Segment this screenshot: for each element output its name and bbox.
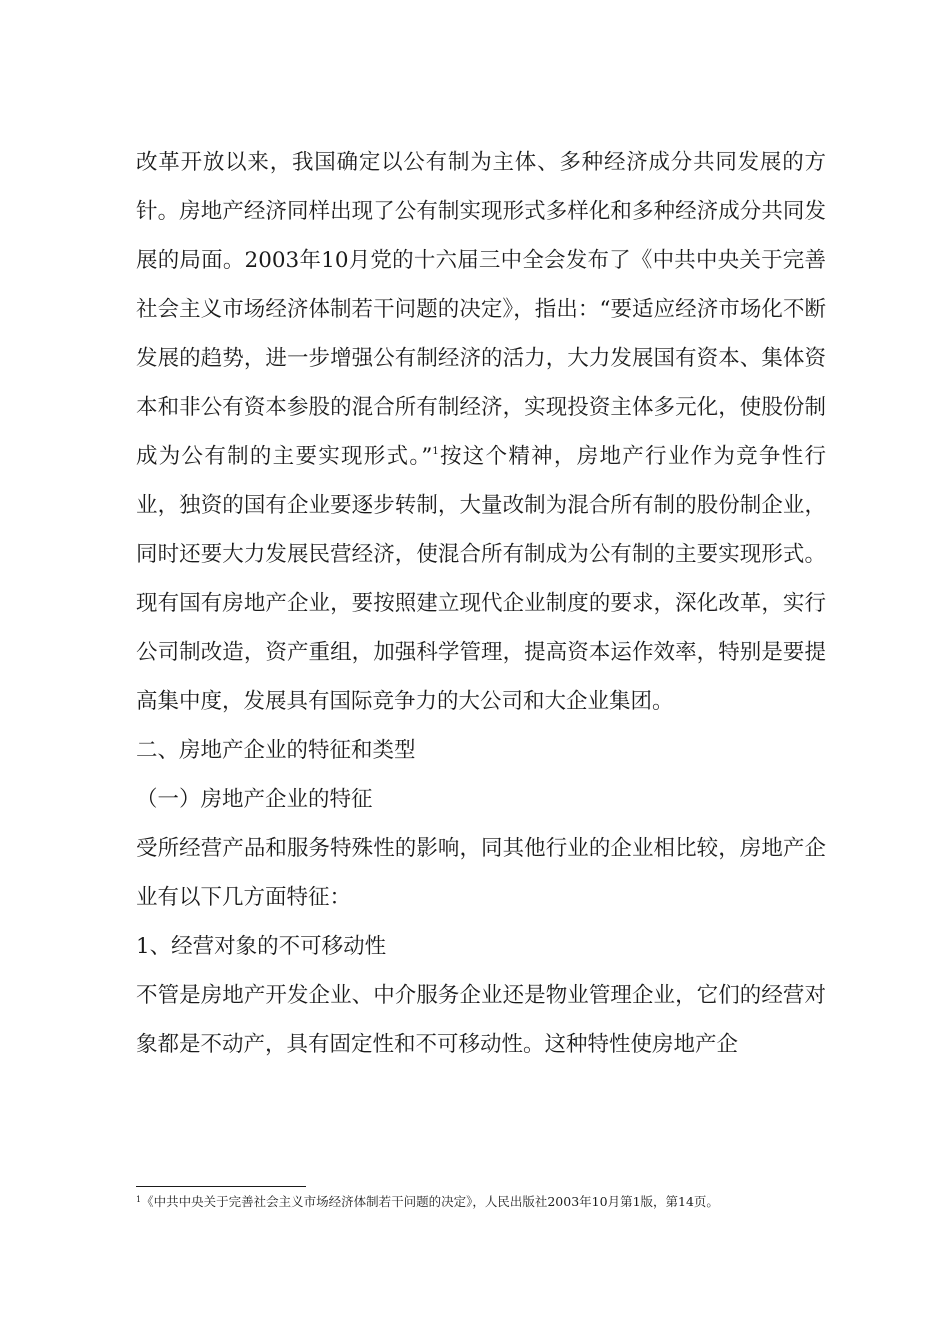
paragraph-text-continued: 按这个精神，房地产行业作为竞争性行业，独资的国有企业要逐步转制，大量改制为混合所有制的股份制企业，同时还要大力发展民营经济，使混合所有制成为公有制的主要实现形式。现有国有房地产企业，要按照建立现代企业制度的要求，深化改革，实行公司制改造，资产重组，加强科学管理，提高资本运作效率，特别是要提高集中度，发展具有国际竞争力的大公司和大企业集团。 (136, 444, 826, 714)
subsection-heading: （一）房地产企业的特征 (136, 787, 373, 812)
footnote-reference[interactable]: 1 (432, 446, 439, 457)
body-paragraph: 受所经营产品和服务特殊性的影响，同其他行业的企业相比较，房地产企业有以下几方面特征： (136, 836, 826, 910)
item-heading: 1、经营对象的不可移动性 (136, 934, 387, 959)
footnote (136, 1193, 836, 1211)
body-paragraph (136, 138, 826, 726)
footnote-marker: 1 (136, 1195, 142, 1204)
body-paragraph: 不管是房地产开发企业、中介服务企业还是物业管理企业，它们的经营对象都是不动产，具有固定性和不可移动性。这种特性使房地产企 (136, 983, 826, 1057)
footnote-separator (136, 1186, 306, 1187)
paragraph-text: 改革开放以来，我国确定以公有制为主体、多种经济成分共同发展的方针。房地产经济同样出现了公有制实现形式多样化和多种经济成分共同发展的局面。2003年10月党的十六届三中全会发布了《中共中央关于完善社会主义市场经济体制若干问题的决定》，指出：“要适应经济市场化不断发展的趋势，进一步增强公有制经济的活力，大力发展国有资本、集体资本和非公有资本参股的混合所有制经济，实现投资主体多元化，使股份制成为公有制的主要实现形式。” (136, 150, 826, 469)
document-body (136, 138, 826, 1069)
section-heading: 二、房地产企业的特征和类型 (136, 738, 416, 763)
footnote-text: 《中共中央关于完善社会主义市场经济体制若干问题的决定》，人民出版社2003年10月第1版，第14页。 (141, 1194, 719, 1209)
